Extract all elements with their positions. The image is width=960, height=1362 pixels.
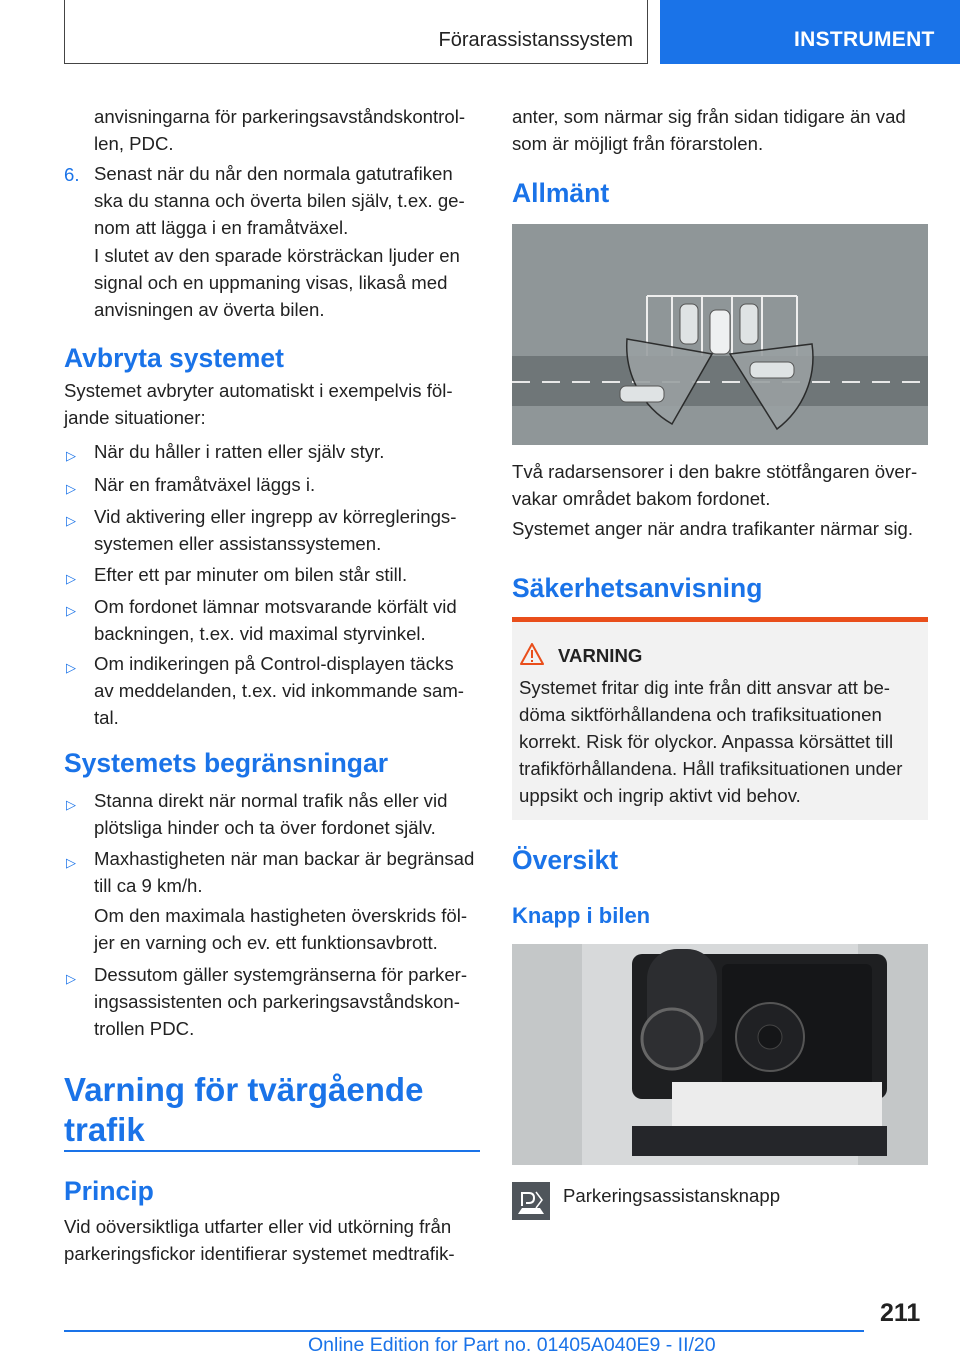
text-line: systemen eller assistanssystemen. — [94, 533, 382, 554]
text-line: Vid aktivering eller ingrepp av körreglerings- — [94, 506, 457, 527]
list-item — [94, 961, 467, 1042]
text-line: jer en varning och ev. ett funktionsavbrott. — [94, 932, 438, 953]
heading-overview: Översikt — [512, 845, 619, 875]
triangle-bullet-icon: ▷ — [66, 571, 76, 586]
text-line: vakar området bakom fordonet. — [512, 488, 771, 509]
heading-button: Knapp i bilen — [512, 903, 651, 928]
text-line: anter, som närmar sig från sidan tidigare än vad — [512, 106, 906, 127]
cross-traffic-illustration — [512, 224, 928, 445]
warning-text — [519, 674, 902, 809]
list-item — [94, 787, 447, 841]
list-item — [94, 593, 457, 647]
parking-assist-button-icon — [512, 1182, 550, 1220]
text-line: anvisningen av överta bilen. — [94, 299, 325, 320]
text-line: parkeringsfickor identifierar systemet medtrafik- — [64, 1243, 455, 1264]
general-text — [512, 458, 917, 512]
heading-safety: Säkerhetsanvisning — [512, 573, 763, 603]
text-line: ingsassistenten och parkeringsavståndskon- — [94, 991, 460, 1012]
general-text-2: Systemet anger när andra trafikanter närmar sig. — [512, 518, 913, 539]
text-line: Systemet avbryter automatiskt i exempelvis föl- — [64, 380, 453, 401]
text-line: trafikförhållandena. Håll trafiksituationen under — [519, 758, 903, 779]
text-line: Vid oöversiktliga utfarter eller vid utkörning från — [64, 1216, 452, 1237]
triangle-bullet-icon: ▷ — [66, 603, 76, 618]
text-line: Senast när du når den normala gatutrafiken — [94, 163, 453, 184]
text-line: nom att lägga i en framåtväxel. — [94, 217, 349, 238]
triangle-bullet-icon: ▷ — [66, 481, 76, 496]
text-line: trollen PDC. — [94, 1018, 195, 1039]
text-line: Om den maximala hastigheten överskrids föl- — [94, 905, 468, 926]
text-line: När du håller i ratten eller själv styr. — [94, 441, 385, 462]
heading-line: trafik — [64, 1111, 145, 1148]
list-item — [94, 438, 384, 465]
text-line: uppsikt och ingrip aktivt vid behov. — [519, 785, 801, 806]
list-item — [94, 650, 464, 731]
text-line: till ca 9 km/h. — [94, 875, 203, 896]
button-caption: Parkeringsassistansknapp — [563, 1185, 781, 1206]
section-header — [64, 0, 648, 64]
heading-limits: Systemets begränsningar — [64, 748, 389, 778]
footer-rule — [64, 1330, 864, 1332]
footer-edition: Online Edition for Part no. 01405A040E9 - II/20 — [308, 1334, 716, 1356]
step-number: 6. — [64, 164, 80, 185]
text-line: Maxhastigheten när man backar är begränsad — [94, 848, 475, 869]
step-6-note — [94, 242, 460, 323]
principle-text — [64, 1213, 455, 1267]
text-line: anvisningarna för parkeringsavståndskontrol- — [94, 106, 466, 127]
triangle-bullet-icon: ▷ — [66, 513, 76, 528]
warning-bar — [512, 617, 928, 622]
section-rule — [64, 1150, 480, 1152]
heading-avbryta: Avbryta systemet — [64, 343, 284, 373]
text-line: När en framåtväxel läggs i. — [94, 474, 316, 495]
list-item — [94, 845, 474, 899]
chapter-tab — [660, 0, 960, 64]
triangle-bullet-icon: ▷ — [66, 971, 76, 986]
list-item — [94, 503, 456, 557]
text-line: som är möjligt från förarstolen. — [512, 133, 764, 154]
text-line: Stanna direkt när normal trafik nås eller vid — [94, 790, 448, 811]
triangle-bullet-icon: ▷ — [66, 448, 76, 463]
text-line: Systemet fritar dig inte från ditt ansvar att be- — [519, 677, 891, 698]
triangle-bullet-icon: ▷ — [66, 855, 76, 870]
warning-title: VARNING — [558, 645, 643, 666]
triangle-bullet-icon: ▷ — [66, 660, 76, 675]
chapter-title: INSTRUMENT — [794, 28, 935, 51]
heading-principle: Princip — [64, 1176, 154, 1206]
text-line: döma siktförhållandena och trafiksituationen — [519, 704, 882, 725]
list-item — [94, 561, 407, 588]
warning-triangle-icon — [520, 643, 544, 670]
section-title: Förarassistanssystem — [438, 29, 633, 51]
text-line: korrekt. Risk för olyckor. Anpassa körsättet till — [519, 731, 894, 752]
text-line: jande situationer: — [64, 407, 206, 428]
principle-continued — [512, 103, 906, 157]
limits-note — [94, 902, 467, 956]
step-6-text — [94, 160, 465, 241]
text-line: plötsliga hinder och ta över fordonet själv. — [94, 817, 436, 838]
text-line: av meddelanden, t.ex. vid inkommande sam- — [94, 680, 464, 701]
text-line: I slutet av den sparade körsträckan ljuder en — [94, 245, 460, 266]
heading-line: Varning för tvärgående — [64, 1071, 424, 1108]
text-line: backningen, t.ex. vid maximal styrvinkel. — [94, 623, 426, 644]
avbryta-intro — [64, 377, 453, 431]
text-line: ska du stanna och överta bilen själv, t.ex. ge- — [94, 190, 465, 211]
text-line: Om fordonet lämnar motsvarande körfält vid — [94, 596, 457, 617]
center-console-photo — [512, 944, 928, 1165]
intro-continued — [94, 103, 465, 157]
text-line: len, PDC. — [94, 133, 174, 154]
text-line: Om indikeringen på Control-displayen täcks — [94, 653, 454, 674]
text-line: signal och en uppmaning visas, likaså med — [94, 272, 448, 293]
list-item — [94, 471, 315, 498]
text-line: Efter ett par minuter om bilen står still. — [94, 564, 408, 585]
triangle-bullet-icon: ▷ — [66, 797, 76, 812]
text-line: tal. — [94, 707, 119, 728]
text-line: Två radarsensorer i den bakre stötfångaren över- — [512, 461, 918, 482]
page-number: 211 — [880, 1299, 921, 1327]
heading-general: Allmänt — [512, 178, 610, 208]
text-line: Dessutom gäller systemgränserna för parker- — [94, 964, 468, 985]
heading-cross-traffic — [64, 1070, 423, 1150]
